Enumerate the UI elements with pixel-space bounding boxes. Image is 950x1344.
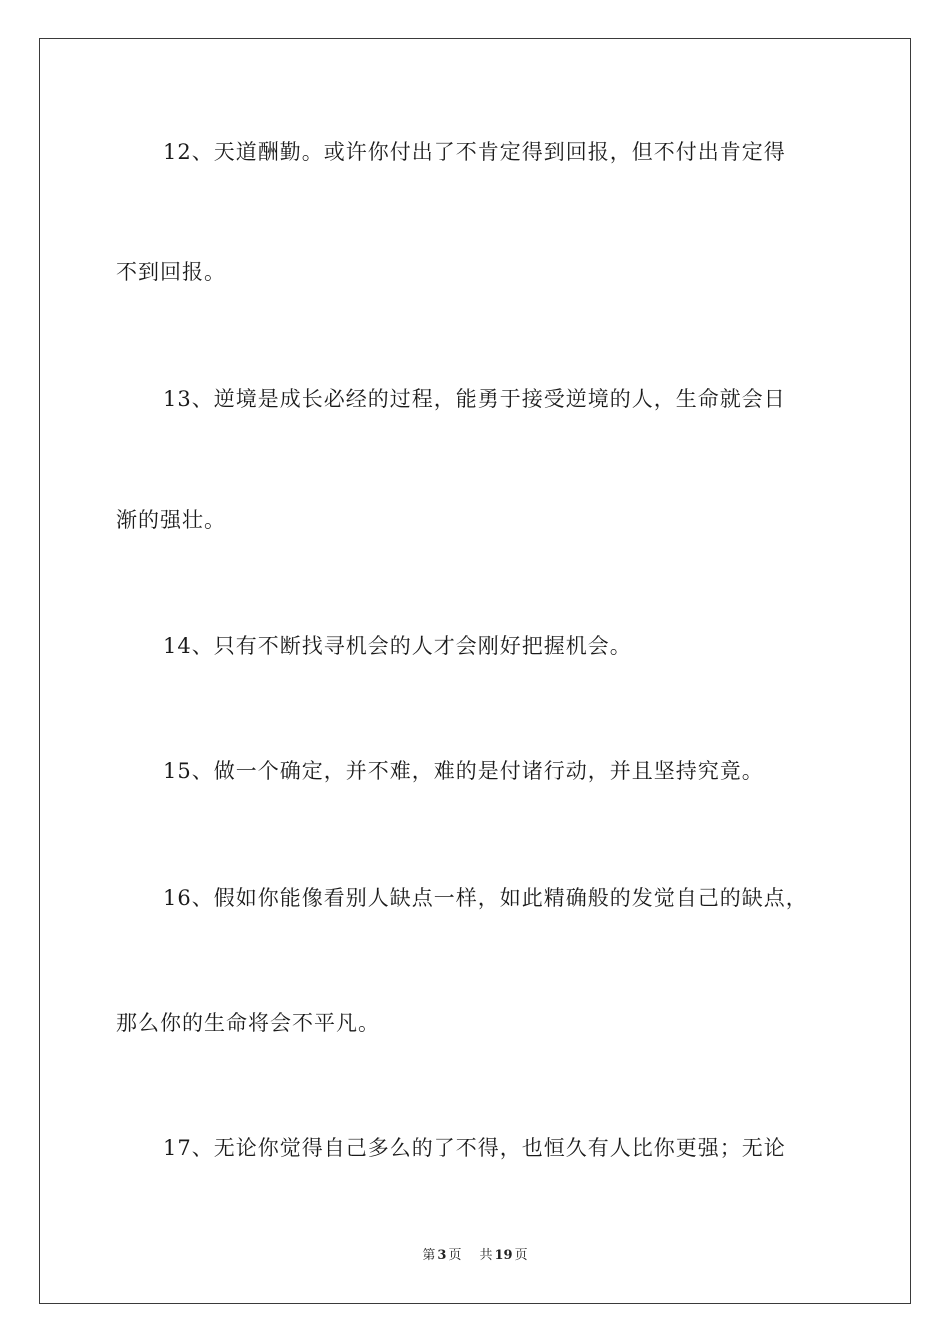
paragraph-16-line-1: 16、假如你能像看别人缺点一样，如此精确般的发觉自己的缺点， — [163, 886, 808, 910]
paragraph-16-line-2: 那么你的生命将会不平凡。 — [116, 1011, 380, 1035]
paragraph-17-line-1: 17、无论你觉得自己多么的了不得，也恒久有人比你更强；无论 — [163, 1136, 786, 1160]
footer-page-number: 3 — [437, 1248, 447, 1263]
paragraph-14-line-1: 14、只有不断找寻机会的人才会刚好把握机会。 — [163, 634, 632, 658]
paragraph-12-line-1: 12、天道酬勤。或许你付出了不肯定得到回报，但不付出肯定得 — [163, 140, 786, 164]
paragraph-15-line-1: 15、做一个确定，并不难，难的是付诸行动，并且坚持究竟。 — [163, 759, 764, 783]
footer-page-prefix: 第 — [422, 1248, 436, 1263]
footer-total-suffix: 页 — [514, 1248, 528, 1263]
paragraph-13-line-1: 13、逆境是成长必经的过程，能勇于接受逆境的人，生命就会日 — [163, 387, 786, 411]
paragraph-13-line-2: 渐的强壮。 — [116, 508, 226, 532]
page-border — [39, 38, 911, 1304]
page-footer — [0, 1247, 950, 1265]
paragraph-12-line-2: 不到回报。 — [116, 260, 226, 284]
footer-total-prefix: 共 — [479, 1248, 493, 1263]
footer-total-number: 19 — [494, 1248, 513, 1263]
footer-page-suffix: 页 — [448, 1248, 462, 1263]
